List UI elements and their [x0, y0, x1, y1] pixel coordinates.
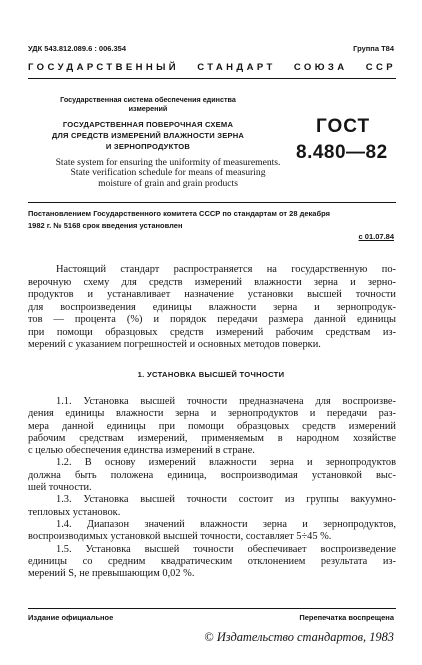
text-line: Настоящий стандарт распространяется на государственную по- [56, 264, 396, 275]
reprint-notice: Перепечатка воспрещена [299, 613, 394, 622]
english-title-line: State verification schedule for means of measuring [70, 167, 266, 179]
document-title-line: ДЛЯ СРЕДСТВ ИЗМЕРЕНИЙ ВЛАЖНОСТИ ЗЕРНА [51, 131, 245, 140]
text-line: 1.2. В основу измерений влажности зерна и зернопродуктов [56, 457, 396, 469]
text-line: для воспроизведения единицы влажности зерна и зернопродук- [28, 301, 396, 313]
text-line: тепловых установок. [28, 506, 121, 518]
text-line: 1.5. Установка высшей точности обеспечивает воспроизведение [56, 543, 396, 555]
top-rule [28, 78, 396, 79]
english-title-line: State system for ensuring the uniformity of measurements. [55, 157, 281, 168]
text-line: верочную схему для средств измерений влажности зерна и зерно- [28, 276, 396, 288]
text-line: при помощи образцовых средств измерений рабочим средствам из- [28, 326, 396, 338]
copyright-notice [204, 630, 394, 645]
text-line: шей точности. [28, 482, 92, 494]
decree-line: Постановлением Государственного комитета СССР по стандартам от 28 декабря [28, 209, 330, 218]
section-body [28, 396, 396, 580]
text-line: с целью обеспечения единства измерений в стране. [28, 445, 255, 457]
copyright-text: Издательство стандартов, 1983 [216, 630, 394, 644]
text-line: единицы со средним квадратическим отклонением результата из- [28, 555, 396, 567]
copyright-symbol: © [204, 630, 214, 644]
gost-number: 8.480—82 [296, 142, 388, 163]
document-title-line: ГОСУДАРСТВЕННАЯ ПОВЕРОЧНАЯ СХЕМА [62, 120, 234, 129]
udk-code: УДК 543.812.089.6 : 006.354 [28, 44, 127, 53]
text-line: мерений с указанием погрешностей и основных методов поверки. [28, 339, 321, 350]
text-line: должна быть положена единица, воспроизводимая установкой выс- [28, 469, 396, 481]
text-line: мера данной единицы при помощи образцовых средств измерений [28, 420, 396, 432]
middle-rule [28, 202, 396, 203]
bottom-rule [28, 608, 396, 609]
document-title-line: И ЗЕРНОПРОДУКТОВ [105, 142, 191, 151]
text-line: воспроизводимых установкой высшей точности, составляет 5÷45 %. [28, 531, 332, 543]
text-line: 1.3. Установка высшей точности состоит из группы вакуумно- [56, 494, 396, 506]
section-heading: 1. УСТАНОВКА ВЫСШЕЙ ТОЧНОСТИ [137, 370, 285, 379]
standard-banner: ГОСУДАРСТВЕННЫЙ СТАНДАРТ СОЮЗА ССР [28, 62, 396, 73]
text-line: мерений S, не превышающим 0,02 %. [28, 568, 195, 580]
text-line: 1.1. Установка высшей точности предназначена для воспроизве- [56, 396, 396, 407]
system-title [0, 95, 296, 113]
decree-line: 1982 г. № 5168 срок введения установлен [28, 221, 183, 230]
document-title [0, 119, 296, 152]
text-line: рабочим средствам измерений, применяемым в народном хозяйстве [28, 432, 396, 444]
system-title-line: Государственная система обеспечения единства [60, 95, 236, 104]
text-line: дения единицы влажности зерна и зернопродуктов и передачи раз- [28, 408, 396, 420]
english-title-line: moisture of grain and grain products [98, 177, 238, 189]
text-line: тов — процента (%) и порядок передачи размера данной единицы [28, 314, 396, 325]
text-line: 1.4. Диапазон значений влажности зерна и зернопродуктов, [56, 518, 396, 530]
effective-date: с 01.07.84 [358, 232, 394, 241]
gost-label: ГОСТ [316, 116, 371, 137]
decree-note [28, 208, 396, 232]
official-edition-label: Издание официальное [28, 613, 114, 622]
group-code: Группа Т84 [353, 44, 394, 53]
english-title [28, 158, 308, 189]
system-title-line: измерений [128, 104, 168, 113]
text-line: продуктов и устанавливает назначение установки высшей точности [28, 289, 396, 300]
intro-paragraph [28, 264, 396, 352]
